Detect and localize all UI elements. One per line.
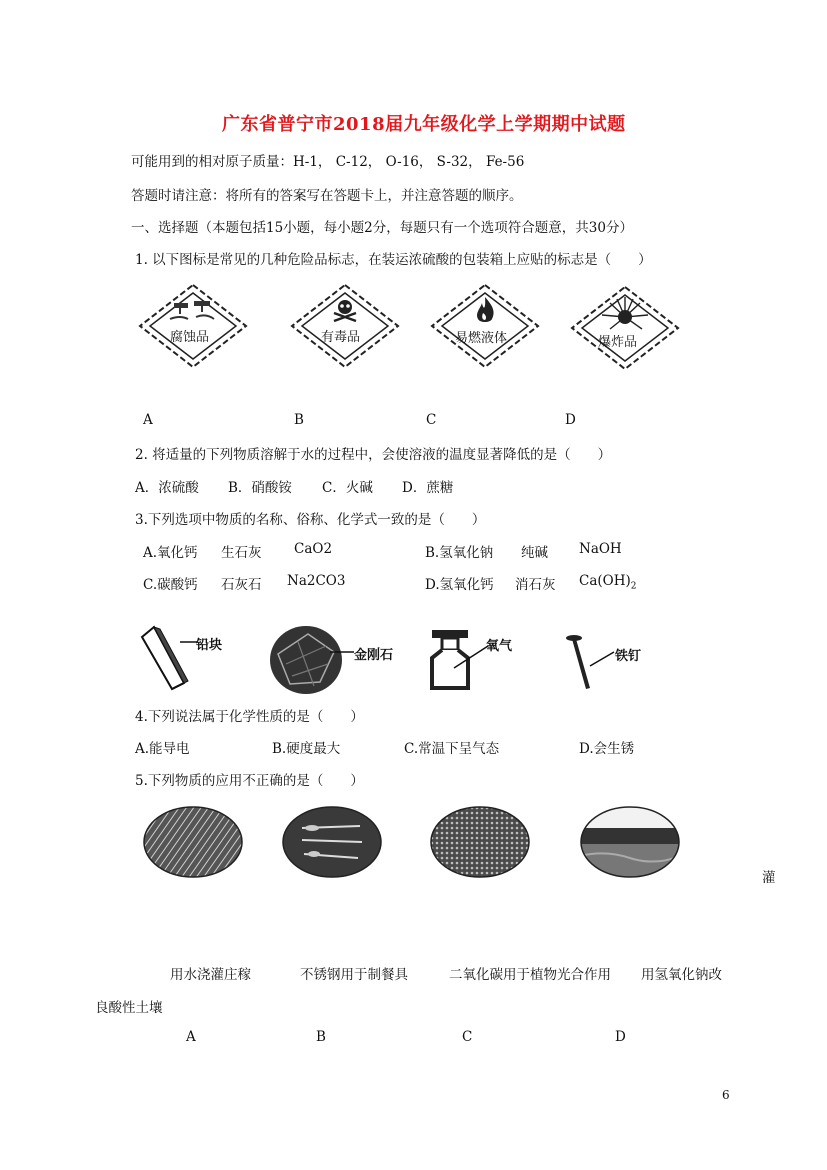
q2-option-c: C．火碱 bbox=[322, 480, 373, 496]
q4-option-b: B.硬度最大 bbox=[272, 741, 341, 757]
lead-block-icon bbox=[140, 625, 190, 690]
q5-stray-char: 灌 bbox=[762, 870, 776, 886]
q3-c-common: 石灰石 bbox=[221, 577, 262, 593]
q4-option-d: D.会生锈 bbox=[579, 741, 635, 757]
q5-letter-d: D bbox=[615, 1029, 626, 1045]
pointer-line bbox=[330, 650, 355, 654]
q1-letter-c: C bbox=[426, 412, 437, 428]
irrigation-photo bbox=[143, 806, 243, 878]
q3-c-name: C.碳酸钙 bbox=[143, 577, 198, 593]
page-number: 6 bbox=[722, 1088, 730, 1102]
q4-label-oxygen: 氧气 bbox=[486, 639, 513, 654]
q4-stem: 4.下列说法属于化学性质的是（ ） bbox=[135, 709, 364, 725]
flame-sign-icon bbox=[430, 283, 540, 369]
q5-letter-a: A bbox=[186, 1029, 196, 1045]
q2-option-b: B．硝酸铵 bbox=[228, 480, 292, 496]
q5-letter-c: C bbox=[462, 1029, 473, 1045]
q1-stem: 1. 以下图标是常见的几种危险品标志，在装运浓硫酸的包装箱上应贴的标志是（ ） bbox=[135, 252, 652, 268]
q5-caption-d-continued: 良酸性土壤 bbox=[95, 1000, 163, 1016]
q3-stem: 3.下列选项中物质的名称、俗称、化学式一致的是（ ） bbox=[135, 512, 486, 528]
q2-option-a: A．浓硫酸 bbox=[135, 480, 199, 496]
section-header: 一、选择题（本题包括15小题，每小题2分，每题只有一个选项符合题意，共30分） bbox=[131, 220, 633, 236]
q3-c-formula: Na2CO3 bbox=[287, 573, 346, 589]
page-title: 广东省普宁市2018届九年级化学上学期期中试题 bbox=[222, 114, 626, 135]
q3-a-formula: CaO2 bbox=[294, 541, 333, 557]
q5-caption-a: 用水浇灌庄稼 bbox=[170, 967, 251, 983]
q3-d-common: 消石灰 bbox=[515, 577, 556, 593]
cutlery-photo bbox=[282, 806, 382, 878]
q2-option-d: D．蔗糖 bbox=[402, 480, 454, 496]
q5-stem: 5.下列物质的应用不正确的是（ ） bbox=[135, 773, 364, 789]
q1-letter-a: A bbox=[143, 412, 153, 428]
q4-option-c: C.常温下呈气态 bbox=[404, 741, 500, 757]
q4-label-lead: 铅块 bbox=[196, 638, 223, 653]
q5-caption-c: 二氧化碳用于植物光合作用 bbox=[449, 967, 611, 983]
pointer-line bbox=[588, 650, 618, 670]
q2-stem: 2. 将适量的下列物质溶解于水的过程中，会使溶液的温度显著降低的是（ ） bbox=[135, 447, 612, 463]
q3-a-name: A.氧化钙 bbox=[143, 545, 198, 561]
q4-label-diamond: 金刚石 bbox=[354, 648, 394, 663]
plants-photo bbox=[430, 806, 530, 878]
sign-label-toxic: 有毒品 bbox=[321, 330, 361, 345]
q4-option-a: A.能导电 bbox=[135, 741, 190, 757]
q3-b-name: B.氢氧化钠 bbox=[425, 545, 494, 561]
q1-letter-b: B bbox=[294, 412, 304, 428]
q4-label-nail: 铁钉 bbox=[615, 649, 642, 664]
q3-a-common: 生石灰 bbox=[221, 545, 262, 561]
q5-letter-b: B bbox=[316, 1029, 326, 1045]
sign-label-explosive: 爆炸品 bbox=[598, 335, 638, 350]
q3-b-common: 纯碱 bbox=[521, 545, 548, 561]
instructions: 答题时请注意：将所有的答案写在答题卡上，并注意答题的顺序。 bbox=[131, 188, 523, 204]
q5-caption-d: 用氢氧化钠改 bbox=[641, 967, 722, 983]
q3-d-name: D.氢氧化钙 bbox=[425, 577, 494, 593]
q1-letter-d: D bbox=[565, 412, 576, 428]
sign-label-flammable: 易燃液体 bbox=[455, 331, 508, 346]
diamond-icon bbox=[268, 624, 348, 696]
q5-caption-b: 不锈钢用于制餐具 bbox=[300, 967, 408, 983]
q3-b-formula: NaOH bbox=[579, 541, 622, 557]
soil-field-photo bbox=[580, 806, 680, 878]
atomic-mass-line: 可能用到的相对原子质量：H-1， C-12， O-16， S-32， Fe-56 bbox=[131, 154, 525, 170]
sign-label-corrosive: 腐蚀品 bbox=[170, 330, 210, 345]
q3-d-formula: $Ca(OH)_2$ bbox=[579, 573, 637, 592]
explosive-sign-icon bbox=[570, 285, 680, 371]
